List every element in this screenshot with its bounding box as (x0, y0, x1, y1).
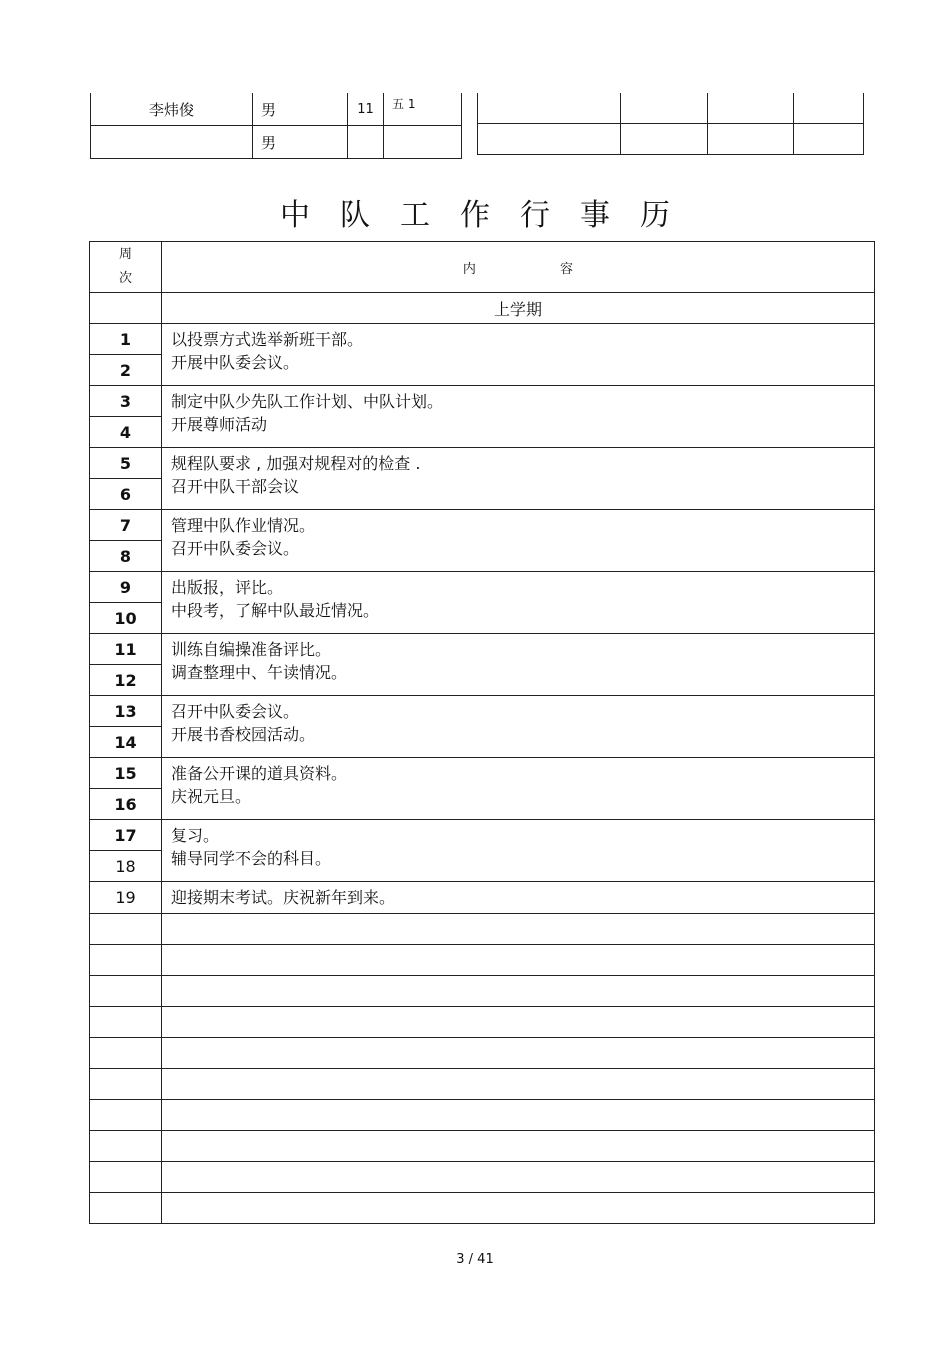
week-content (162, 572, 875, 634)
empty-cell (162, 914, 875, 945)
week-number: 10 (90, 603, 162, 634)
table-row (90, 820, 875, 851)
content-line: 辅导同学不会的科目。 (171, 849, 332, 868)
header-week (90, 242, 162, 293)
roster-number (348, 126, 384, 159)
empty-row (90, 945, 875, 976)
empty-cell (90, 1069, 162, 1100)
roster-row (91, 93, 462, 126)
content-line: 庆祝元旦。 (171, 787, 252, 806)
empty-cell (162, 976, 875, 1007)
week-content (162, 820, 875, 882)
content-line: 召开中队干部会议 (171, 477, 300, 496)
empty-cell (90, 1131, 162, 1162)
content-line: 准备公开课的道具资料。 (171, 764, 348, 783)
week-number: 4 (90, 417, 162, 448)
content-line: 开展尊师活动 (171, 415, 268, 434)
roster-table-right (477, 93, 864, 155)
content-line: 规程队要求 , 加强对规程对的检查 . (171, 454, 421, 473)
empty-cell (162, 1162, 875, 1193)
empty-cell (90, 914, 162, 945)
content-line: 复习。 (171, 826, 220, 845)
roster-cell (708, 93, 794, 124)
roster-cell (478, 124, 621, 155)
roster-cell (621, 124, 708, 155)
content-line: 开展中队委会议。 (171, 353, 300, 372)
empty-row (90, 1007, 875, 1038)
roster-cell (621, 93, 708, 124)
empty-cell (90, 1100, 162, 1131)
week-number: 12 (90, 665, 162, 696)
content-line: 中段考，了解中队最近情况。 (171, 601, 380, 620)
empty-cell (162, 1131, 875, 1162)
content-line: 管理中队作业情况。 (171, 516, 316, 535)
content-line: 调查整理中、午读情况。 (171, 663, 348, 682)
empty-cell (162, 1193, 875, 1224)
week-number: 17 (90, 820, 162, 851)
roster-row (91, 126, 462, 159)
roster-number: 11 (348, 93, 384, 126)
week-number: 7 (90, 510, 162, 541)
roster-sex: 男 (253, 93, 348, 126)
empty-row (90, 1162, 875, 1193)
week-number: 2 (90, 355, 162, 386)
table-header-row (90, 242, 875, 293)
roster-row (478, 124, 864, 155)
week-content (162, 324, 875, 386)
page-title: 中队工作行事历 (280, 198, 700, 233)
week-number: 16 (90, 789, 162, 820)
empty-row (90, 914, 875, 945)
page-number: 3 / 41 (456, 1252, 494, 1267)
roster-cell (478, 93, 621, 124)
empty-row (90, 1100, 875, 1131)
roster-class (384, 126, 462, 159)
empty-cell (90, 1038, 162, 1069)
empty-cell (162, 1069, 875, 1100)
week-number: 8 (90, 541, 162, 572)
week-number: 13 (90, 696, 162, 727)
roster-cell (708, 124, 794, 155)
content-line: 训练自编操准备评比。 (171, 640, 332, 659)
semester-week-cell (90, 293, 162, 324)
table-row (90, 324, 875, 355)
roster-name: 李炜俊 (91, 93, 253, 126)
week-number: 3 (90, 386, 162, 417)
empty-row (90, 1193, 875, 1224)
week-content: 迎接期末考试。庆祝新年到来。 (162, 882, 875, 914)
empty-row (90, 1069, 875, 1100)
week-content (162, 634, 875, 696)
week-number: 1 (90, 324, 162, 355)
header-week-line2: 次 (118, 271, 132, 286)
content-line: 召开中队委会议。 (171, 702, 300, 721)
empty-cell (90, 945, 162, 976)
table-row (90, 882, 875, 914)
week-number: 11 (90, 634, 162, 665)
empty-row (90, 1038, 875, 1069)
table-row (90, 696, 875, 727)
table-row (90, 510, 875, 541)
roster-sex: 男 (253, 126, 348, 159)
empty-cell (90, 1193, 162, 1224)
roster-cell (794, 93, 864, 124)
week-number: 15 (90, 758, 162, 789)
semester-label: 上学期 (162, 293, 875, 324)
table-row (90, 386, 875, 417)
empty-cell (90, 976, 162, 1007)
empty-cell (162, 1038, 875, 1069)
week-number: 18 (90, 851, 162, 882)
empty-cell (90, 1162, 162, 1193)
empty-row (90, 976, 875, 1007)
table-row (90, 634, 875, 665)
week-number: 14 (90, 727, 162, 758)
semester-row (90, 293, 875, 324)
header-week-line1: 周 (118, 247, 132, 262)
content-line: 召开中队委会议。 (171, 539, 300, 558)
roster-class: 五 1 (384, 93, 462, 126)
empty-row (90, 1131, 875, 1162)
roster-row (478, 93, 864, 124)
content-line: 出版报，评比。 (171, 578, 284, 597)
content-line: 以投票方式选举新班干部。 (171, 330, 364, 349)
roster-table-left (90, 93, 462, 159)
empty-cell (90, 1007, 162, 1038)
content-line: 制定中队少先队工作计划、中队计划。 (171, 392, 444, 411)
week-number: 19 (90, 882, 162, 914)
week-number: 5 (90, 448, 162, 479)
content-line: 开展书香校园活动。 (171, 725, 316, 744)
week-content (162, 696, 875, 758)
roster-name (91, 126, 253, 159)
table-row (90, 448, 875, 479)
week-content (162, 758, 875, 820)
empty-cell (162, 1007, 875, 1038)
week-number: 6 (90, 479, 162, 510)
empty-cell (162, 945, 875, 976)
week-content (162, 386, 875, 448)
table-row (90, 572, 875, 603)
schedule-table (89, 241, 875, 1224)
header-content: 内 容 (162, 242, 875, 293)
week-content (162, 448, 875, 510)
empty-cell (162, 1100, 875, 1131)
table-row (90, 758, 875, 789)
roster-cell (794, 124, 864, 155)
week-content (162, 510, 875, 572)
week-number: 9 (90, 572, 162, 603)
